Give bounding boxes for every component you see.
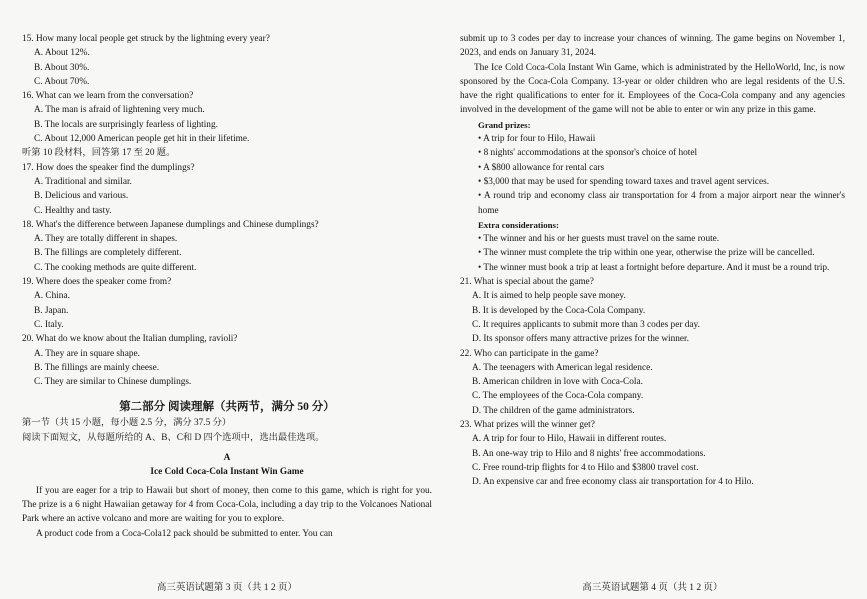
answer-option: B. American children in love with Coca-Cola. [472, 377, 643, 388]
answer-option: D. An expensive car and free economy class air transportation for 4 to Hilo. [472, 477, 754, 488]
bullet-item: • A round trip and economy class air transportation for 4 from a major airport near the winner's home [478, 191, 845, 216]
bullet-item: • 8 nights' accommodations at the sponsor's choice of hotel [478, 148, 698, 159]
right-page-footer: 高三英语试题第 4 页（共 1 2 页） [582, 582, 723, 593]
right-question-list [460, 275, 845, 489]
answer-option: C. The cooking methods are quite different. [34, 262, 197, 273]
answer-option: B. It is developed by the Coca-Cola Company. [472, 305, 646, 316]
grand-prizes-heading: Grand prizes: [478, 119, 531, 130]
part-title: 第二部分 阅读理解（共两节，满分 50 分） [119, 401, 335, 414]
answer-option: A. The teenagers with American legal residence. [472, 362, 653, 373]
answer-option: B. The locals are surprisingly fearless of lighting. [34, 119, 218, 130]
question-line: 20. What do we know about the Italian dumpling, ravioli? [22, 334, 238, 345]
passage-title: Ice Cold Coca-Cola Instant Win Game [150, 467, 304, 478]
question-line: 22. Who can participate in the game? [460, 348, 599, 359]
right-page [460, 0, 845, 599]
answer-option: D. Its sponsor offers many attractive prizes for the winner. [472, 334, 689, 345]
answer-option: B. The fillings are completely different. [34, 248, 182, 259]
answer-option: A. A trip for four to Hilo, Hawaii in different routes. [472, 434, 667, 445]
answer-option: B. About 30%. [34, 62, 90, 73]
question-line: 21. What is special about the game? [460, 277, 594, 288]
answer-option: C. Italy. [34, 319, 64, 330]
answer-option: C. About 12,000 American people get hit in their lifetime. [34, 134, 250, 145]
extra-considerations-list [460, 232, 845, 275]
bullet-item: • $3,000 that may be used for spending toward taxes and travel agent services. [478, 176, 770, 187]
right-paragraph-top: submit up to 3 codes per day to increase your chances of winning. The game begins on November 1, 2023, and ends on January 31, 2024. [460, 34, 845, 59]
bullet-item: • The winner must complete the trip within one year, otherwise the prize will be cancelled. [478, 248, 815, 259]
answer-option: B. The fillings are mainly cheese. [34, 362, 160, 373]
instruction-line: 阅读下面短文，从每题所给的 A、B、C和 D 四个选项中，选出最佳选项。 [22, 432, 325, 443]
answer-option: A. The man is afraid of lightening very much. [34, 105, 205, 116]
left-question-list [22, 32, 432, 389]
section-line: 第一节（共 15 小题，每小题 2.5 分，满分 37.5 分） [22, 418, 232, 429]
bullet-item: • The winner must book a trip at least a fortnight before departure. And it must be a round trip. [478, 262, 830, 273]
answer-option: C. About 70%. [34, 76, 90, 87]
answer-option: C. The employees of the Coca-Cola company. [472, 391, 644, 402]
question-line: 16. What can we learn from the conversation? [22, 91, 194, 102]
answer-option: A. They are totally different in shapes. [34, 234, 178, 245]
question-line: 17. How does the speaker find the dumplings? [22, 162, 195, 173]
question-line: 18. What's the difference between Japanese dumplings and Chinese dumplings? [22, 219, 319, 230]
answer-option: B. An one-way trip to Hilo and 8 nights' free accommodations. [472, 448, 706, 459]
bullet-item: • A trip for four to Hilo, Hawaii [478, 134, 596, 145]
answer-option: A. China. [34, 291, 70, 302]
passage-letter: A [223, 453, 231, 464]
passage-paragraph-1: If you are eager for a trip to Hawaii but short of money, then come to this game, which is right for you. The prize is a 6 night Hawaiian getaway for 4 from Coca-Cola, including a day trip to the Volcanoes National Park where an active volcano and more are waiting for you to explore. [22, 485, 432, 525]
answer-option: C. They are similar to Chinese dumplings. [34, 377, 192, 388]
grand-prizes-list [460, 132, 845, 218]
left-page [22, 0, 432, 599]
extra-considerations-heading: Extra considerations: [478, 219, 559, 230]
question-line: 23. What prizes will the winner get? [460, 420, 595, 431]
bullet-item: • A $800 allowance for rental cars [478, 162, 605, 173]
answer-option: A. Traditional and similar. [34, 176, 132, 187]
passage-paragraph-2: A product code from a Coca-Cola12 pack should be submitted to enter. You can [36, 528, 333, 539]
question-line: 听第 10 段材料，回答第 17 至 20 题。 [22, 148, 176, 159]
answer-option: B. Japan. [34, 305, 69, 316]
answer-option: B. Delicious and various. [34, 191, 129, 202]
question-line: 19. Where does the speaker come from? [22, 277, 172, 288]
right-paragraph-main: The Ice Cold Coca-Cola Instant Win Game, which is administrated by the HelloWorld, Inc, is now sponsored by the Coca-Cola Company. 13-year or older children who are legal residents of the U.S. have the right qualifications to enter for it. Employees of the Coca-Cola company and any agencies involved in the development of the game will not be able to enter or win any prize in this game. [460, 62, 845, 116]
answer-option: A. About 12%. [34, 48, 90, 59]
left-page-footer: 高三英语试题第 3 页（共 1 2 页） [156, 582, 298, 593]
answer-option: A. They are in square shape. [34, 348, 140, 359]
answer-option: C. It requires applicants to submit more than 3 codes per day. [472, 319, 700, 330]
answer-option: D. The children of the game administrators. [472, 405, 635, 416]
answer-option: A. It is aimed to help people save money. [472, 291, 626, 302]
bullet-item: • The winner and his or her guests must travel on the same route. [478, 234, 720, 245]
question-line: 15. How many local people get struck by the lightning every year? [22, 34, 270, 44]
answer-option: C. Free round-trip flights for 4 to Hilo and $3800 travel cost. [472, 462, 699, 473]
answer-option: C. Healthy and tasty. [34, 205, 112, 216]
